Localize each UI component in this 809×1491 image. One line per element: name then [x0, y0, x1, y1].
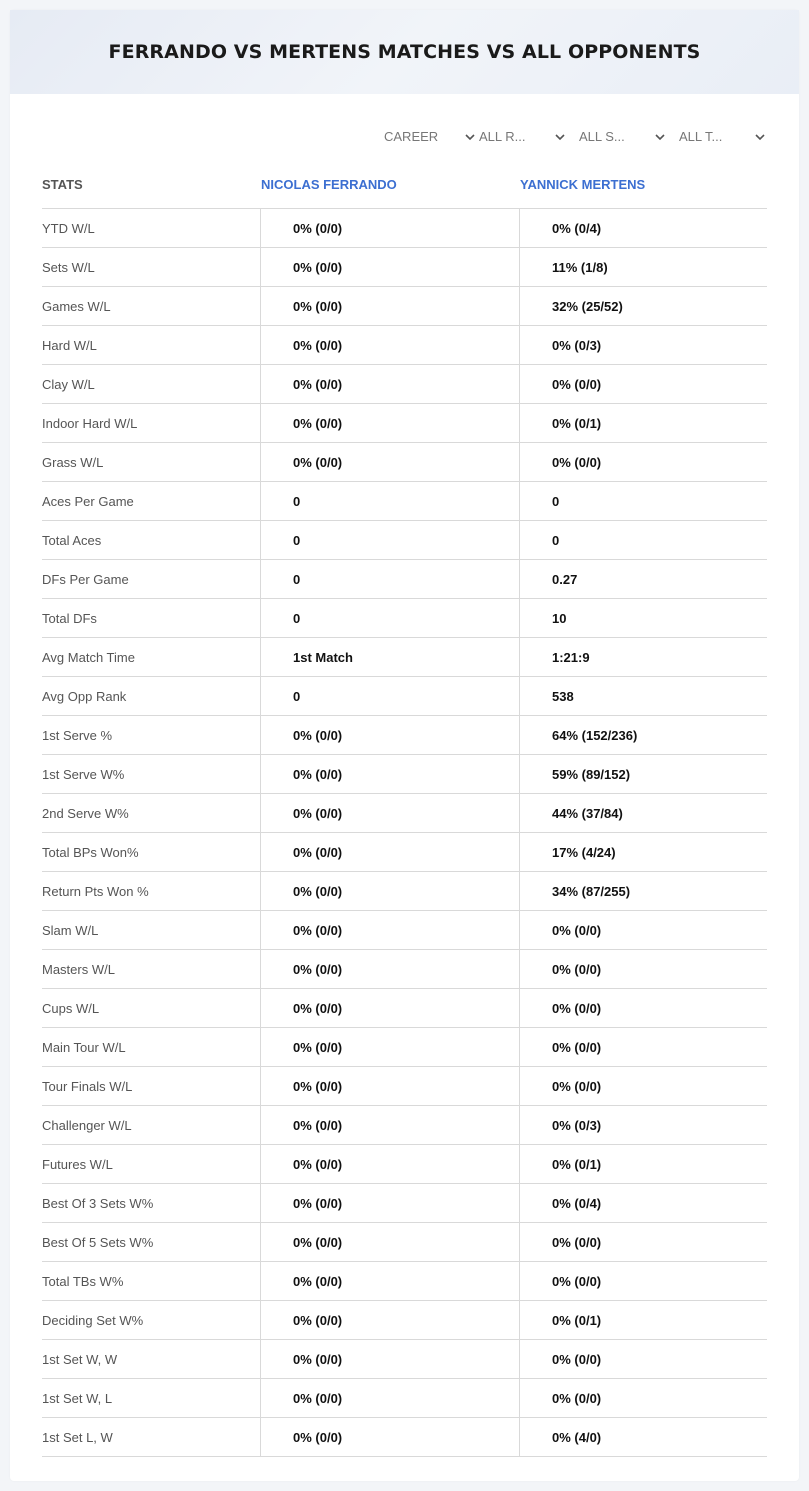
table-row: [42, 1379, 767, 1418]
player2-value: 10: [519, 599, 767, 637]
player2-value: 64% (152/236): [519, 716, 767, 754]
player2-value: 34% (87/255): [519, 872, 767, 910]
stat-label: 2nd Serve W%: [42, 805, 129, 821]
table-row: [42, 599, 767, 638]
stat-label: Aces Per Game: [42, 493, 134, 509]
table-row: [42, 1340, 767, 1379]
stat-label: DFs Per Game: [42, 571, 129, 587]
table-row: [42, 326, 767, 365]
player2-value: 0% (0/0): [519, 1028, 767, 1066]
table-row: [42, 794, 767, 833]
table-row: [42, 989, 767, 1028]
table-row: [42, 365, 767, 404]
stat-label: Avg Match Time: [42, 649, 135, 665]
stat-label: Total TBs W%: [42, 1273, 124, 1289]
player1-value: 0: [260, 482, 519, 520]
table-row: [42, 1223, 767, 1262]
player2-value: 0% (0/0): [519, 443, 767, 481]
player1-value: 0% (0/0): [260, 248, 519, 286]
player1-value: 0% (0/0): [260, 716, 519, 754]
table-row: [42, 677, 767, 716]
table-row: [42, 755, 767, 794]
table-row: [42, 950, 767, 989]
player2-value: 17% (4/24): [519, 833, 767, 871]
table-row: [42, 482, 767, 521]
player1-value: 0% (0/0): [260, 872, 519, 910]
player2-value: 0% (0/0): [519, 950, 767, 988]
player1-value: 0% (0/0): [260, 1106, 519, 1144]
table-row: [42, 716, 767, 755]
player2-value: 59% (89/152): [519, 755, 767, 793]
filter-bar: [374, 127, 765, 147]
player2-value: 0% (0/0): [519, 989, 767, 1027]
filter-label: ALL S...: [579, 129, 625, 144]
player1-value: 0% (0/0): [260, 1028, 519, 1066]
stat-label: Return Pts Won %: [42, 883, 149, 899]
player1-value: 0% (0/0): [260, 989, 519, 1027]
player2-value: 0% (0/3): [519, 326, 767, 364]
stat-label: Slam W/L: [42, 922, 99, 938]
table-row: [42, 443, 767, 482]
stat-label: Main Tour W/L: [42, 1039, 126, 1055]
player2-value: 0% (0/1): [519, 1301, 767, 1339]
table-row: [42, 1262, 767, 1301]
player1-value: 0% (0/0): [260, 1379, 519, 1417]
stat-label: Masters W/L: [42, 961, 115, 977]
table-row: [42, 404, 767, 443]
stat-label: Best Of 3 Sets W%: [42, 1195, 154, 1211]
filter-period-select[interactable]: [384, 127, 475, 147]
stat-label: Futures W/L: [42, 1156, 113, 1172]
player2-value: 0% (0/0): [519, 911, 767, 949]
player1-value: 0% (0/0): [260, 1184, 519, 1222]
player2-value: 0% (0/3): [519, 1106, 767, 1144]
player1-value: 0% (0/0): [260, 287, 519, 325]
column-header-player1[interactable]: NICOLAS FERRANDO: [261, 176, 397, 192]
stats-table: [42, 160, 767, 1457]
player1-value: 0: [260, 677, 519, 715]
player2-value: 538: [519, 677, 767, 715]
player1-value: 0% (0/0): [260, 833, 519, 871]
chevron-down-icon: [655, 132, 665, 142]
player1-value: 0% (0/0): [260, 209, 519, 247]
player2-value: 0% (4/0): [519, 1418, 767, 1456]
table-row: [42, 1106, 767, 1145]
chevron-down-icon: [555, 132, 565, 142]
player1-value: 0% (0/0): [260, 404, 519, 442]
table-row: [42, 1184, 767, 1223]
player1-value: 0% (0/0): [260, 755, 519, 793]
player2-value: 0% (0/1): [519, 1145, 767, 1183]
player1-value: 0: [260, 560, 519, 598]
player1-value: 0% (0/0): [260, 326, 519, 364]
table-row: [42, 287, 767, 326]
stat-label: Games W/L: [42, 298, 111, 314]
stat-label: Total DFs: [42, 610, 97, 626]
stat-label: Clay W/L: [42, 376, 95, 392]
stat-label: Hard W/L: [42, 337, 97, 353]
filter-surface-select[interactable]: [579, 127, 665, 147]
stat-label: Deciding Set W%: [42, 1312, 144, 1328]
table-row: [42, 521, 767, 560]
player1-value: 0% (0/0): [260, 911, 519, 949]
stat-label: Grass W/L: [42, 454, 104, 470]
stat-label: Indoor Hard W/L: [42, 415, 138, 431]
player1-value: 0% (0/0): [260, 1301, 519, 1339]
card-header: [10, 10, 799, 94]
stat-label: 1st Set W, W: [42, 1351, 118, 1367]
table-row: [42, 1145, 767, 1184]
player1-value: 1st Match: [260, 638, 519, 676]
player2-value: 0% (0/0): [519, 1067, 767, 1105]
player2-value: 32% (25/52): [519, 287, 767, 325]
player1-value: 0: [260, 521, 519, 559]
page-title: FERRANDO VS MERTENS MATCHES VS ALL OPPONENTS: [108, 41, 701, 63]
stat-label: Total Aces: [42, 532, 102, 548]
player2-value: 0: [519, 482, 767, 520]
player2-value: 0% (0/1): [519, 404, 767, 442]
table-row: [42, 833, 767, 872]
player2-value: 0% (0/0): [519, 1262, 767, 1300]
player1-value: 0% (0/0): [260, 443, 519, 481]
table-header: [42, 160, 767, 209]
table-row: [42, 1067, 767, 1106]
filter-label: ALL R...: [479, 129, 526, 144]
table-row: [42, 209, 767, 248]
table-row: [42, 1028, 767, 1067]
filter-label: ALL T...: [679, 129, 723, 144]
stat-label: Best Of 5 Sets W%: [42, 1234, 154, 1250]
player2-value: 0% (0/0): [519, 365, 767, 403]
player1-value: 0% (0/0): [260, 1340, 519, 1378]
player2-value: 0.27: [519, 560, 767, 598]
table-row: [42, 1418, 767, 1457]
filter-label: CAREER: [384, 129, 439, 144]
player1-value: 0% (0/0): [260, 794, 519, 832]
table-row: [42, 248, 767, 287]
stat-label: Tour Finals W/L: [42, 1078, 133, 1094]
stat-label: Sets W/L: [42, 259, 95, 275]
player1-value: 0% (0/0): [260, 1262, 519, 1300]
player2-value: 44% (37/84): [519, 794, 767, 832]
stat-label: YTD W/L: [42, 220, 95, 236]
filter-tournament-select[interactable]: [679, 127, 765, 147]
table-row: [42, 872, 767, 911]
player1-value: 0% (0/0): [260, 1145, 519, 1183]
player2-value: 0: [519, 521, 767, 559]
player2-value: 0% (0/0): [519, 1223, 767, 1261]
stat-label: 1st Set W, L: [42, 1390, 113, 1406]
player1-value: 0% (0/0): [260, 950, 519, 988]
table-row: [42, 560, 767, 599]
player2-value: 0% (0/0): [519, 1340, 767, 1378]
stat-label: 1st Serve %: [42, 727, 113, 743]
player1-value: 0% (0/0): [260, 365, 519, 403]
stat-label: 1st Set L, W: [42, 1429, 113, 1445]
player1-value: 0% (0/0): [260, 1418, 519, 1456]
filter-round-select[interactable]: [479, 127, 565, 147]
player1-value: 0% (0/0): [260, 1223, 519, 1261]
stats-card: [10, 10, 799, 1481]
table-row: [42, 911, 767, 950]
column-header-player2[interactable]: YANNICK MERTENS: [520, 176, 646, 192]
chevron-down-icon: [755, 132, 765, 142]
stat-label: Total BPs Won%: [42, 844, 139, 860]
player2-value: 11% (1/8): [519, 248, 767, 286]
player2-value: 0% (0/4): [519, 1184, 767, 1222]
table-row: [42, 1301, 767, 1340]
stat-label: Challenger W/L: [42, 1117, 132, 1133]
player1-value: 0% (0/0): [260, 1067, 519, 1105]
stat-label: Cups W/L: [42, 1000, 100, 1016]
column-header-stats: STATS: [42, 176, 83, 192]
table-row: [42, 638, 767, 677]
chevron-down-icon: [465, 132, 475, 142]
player1-value: 0: [260, 599, 519, 637]
player2-value: 0% (0/4): [519, 209, 767, 247]
player2-value: 0% (0/0): [519, 1379, 767, 1417]
stat-label: 1st Serve W%: [42, 766, 125, 782]
player2-value: 1:21:9: [519, 638, 767, 676]
table-body: [42, 209, 767, 1457]
stat-label: Avg Opp Rank: [42, 688, 127, 704]
